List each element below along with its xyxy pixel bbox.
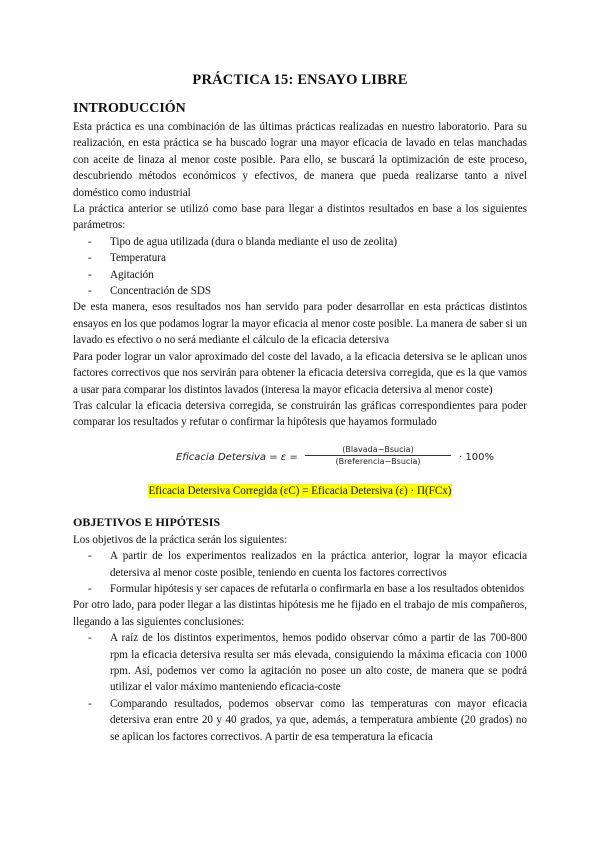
intro-paragraph-4: Para poder lograr un valor aproximado del coste del lavado, a la eficacia detersiva se le aplican unos factores correctivos que nos servirán para obtener la eficacia detersiva corregida, que es la que vamos a usar para comparar los distintos lavados (interesa la mayor eficacia detersiva al menor coste)	[73, 350, 527, 396]
formula-denominator: (Breferencia−Bsucia)	[335, 456, 421, 466]
document-page	[73, 72, 527, 745]
list-item	[88, 581, 527, 597]
dash-bullet: -	[88, 268, 92, 281]
intro-paragraph-1: Esta práctica es una combinación de las últimas prácticas realizadas en nuestro laboratorio. Para su realización, en esta práctica se ha buscado lograr una mayor eficacia de lavado en telas manchadas con aceite de linaza al menor coste posible. Para ello, se buscará la optimización de este proceso, descubriendo métodos económicos y efectivos, de manera que pueda realizarse tanto a nivel doméstico como industrial	[73, 121, 527, 199]
dash-bullet: -	[88, 550, 92, 563]
formula-lhs: Eficacia Detersiva = ε =	[176, 451, 298, 463]
dash-bullet: -	[88, 285, 92, 298]
objectives-heading: OBJETIVOS E HIPÓTESIS	[73, 514, 221, 529]
intro-paragraph-3: De esta manera, esos resultados nos han servido para poder desarrollar en esta prácticas distintos ensayos en los que podamos lograr la mayor eficacia al menor coste posible. La manera de saber si un lavado es efectivo o no será mediante el cálculo de la eficacia detersiva	[73, 301, 527, 347]
objectives-paragraph-1: Los objetivos de la práctica serán los siguientes:	[73, 533, 288, 546]
dash-bullet: -	[88, 252, 92, 265]
objectives-list	[73, 548, 527, 597]
intro-heading: INTRODUCCIÓN	[73, 101, 186, 116]
conclusions-list	[73, 630, 527, 745]
list-item-text: Temperatura	[110, 252, 166, 265]
detergency-formula	[73, 445, 527, 471]
list-item	[88, 630, 527, 696]
formula-rhs: · 100%	[459, 451, 494, 463]
objectives-paragraph-2: Por otro lado, para poder llegar a las distintas hipótesis me he fijado en el trabajo de mis compañeros, llegando a las siguientes conclusiones:	[73, 599, 527, 628]
list-item-text: Agitación	[110, 268, 154, 281]
list-item	[88, 234, 527, 250]
highlighted-formula: Eficacia Detersiva Corregida (εC) = Eficacia Detersiva (ε) · Π(FCx)	[148, 484, 452, 497]
list-item-text: Formular hipótesis y ser capaces de refutarla o confirmarla en base a los resultados obtenidos	[110, 582, 525, 595]
page-title: PRÁCTICA 15: ENSAYO LIBRE	[192, 72, 408, 88]
list-item-text: A partir de los experimentos realizados en la práctica anterior, lograr la mayor eficacia detersiva al menor coste posible, teniendo en cuenta los factores correctivos	[110, 550, 527, 579]
list-item	[88, 696, 527, 745]
list-item	[88, 548, 527, 581]
dash-bullet: -	[88, 632, 92, 645]
params-list	[73, 234, 527, 300]
dash-bullet: -	[88, 697, 92, 710]
highlighted-formula-line	[73, 481, 527, 499]
list-item	[88, 283, 527, 299]
list-item	[88, 267, 527, 283]
dash-bullet: -	[88, 235, 92, 248]
intro-paragraph-5: Tras calcular la eficacia detersiva corregida, se construirán las gráficas correspondientes para poder comparar los resultados y refutar o confirmar la hipótesis que hayamos formulado	[73, 399, 527, 429]
formula-fraction	[305, 445, 451, 466]
list-item-text: A raíz de los distintos experimentos, hemos podido observar cómo a partir de las 700-800 rpm la eficacia detersiva resulta ser más elevada, consiguiendo la máxima eficacia con 1000 rpm. Así, podemos ver como la agitación no posee un alto coste, de manera que se podrá utilizar el valor máximo manteniendo eficacia-coste	[110, 632, 527, 694]
list-item-text: Comparando resultados, podemos observar como las temperaturas con mayor eficacia detersiva eran entre 20 y 40 grados, ya que, además, a temperatura ambiente (20 grados) no se aplican los factores correctivos. A partir de esa temperatura la eficacia	[110, 697, 527, 743]
dash-bullet: -	[88, 582, 92, 595]
list-item-text: Tipo de agua utilizada (dura o blanda mediante el uso de zeolita)	[110, 235, 398, 248]
formula-numerator: (Blavada−Bsucia)	[305, 445, 451, 456]
list-item-text: Concentración de SDS	[110, 285, 212, 298]
intro-paragraph-2: La práctica anterior se utilizó como base para llegar a distintos resultados en base a los siguientes parámetros:	[73, 203, 527, 232]
list-item	[88, 250, 527, 266]
